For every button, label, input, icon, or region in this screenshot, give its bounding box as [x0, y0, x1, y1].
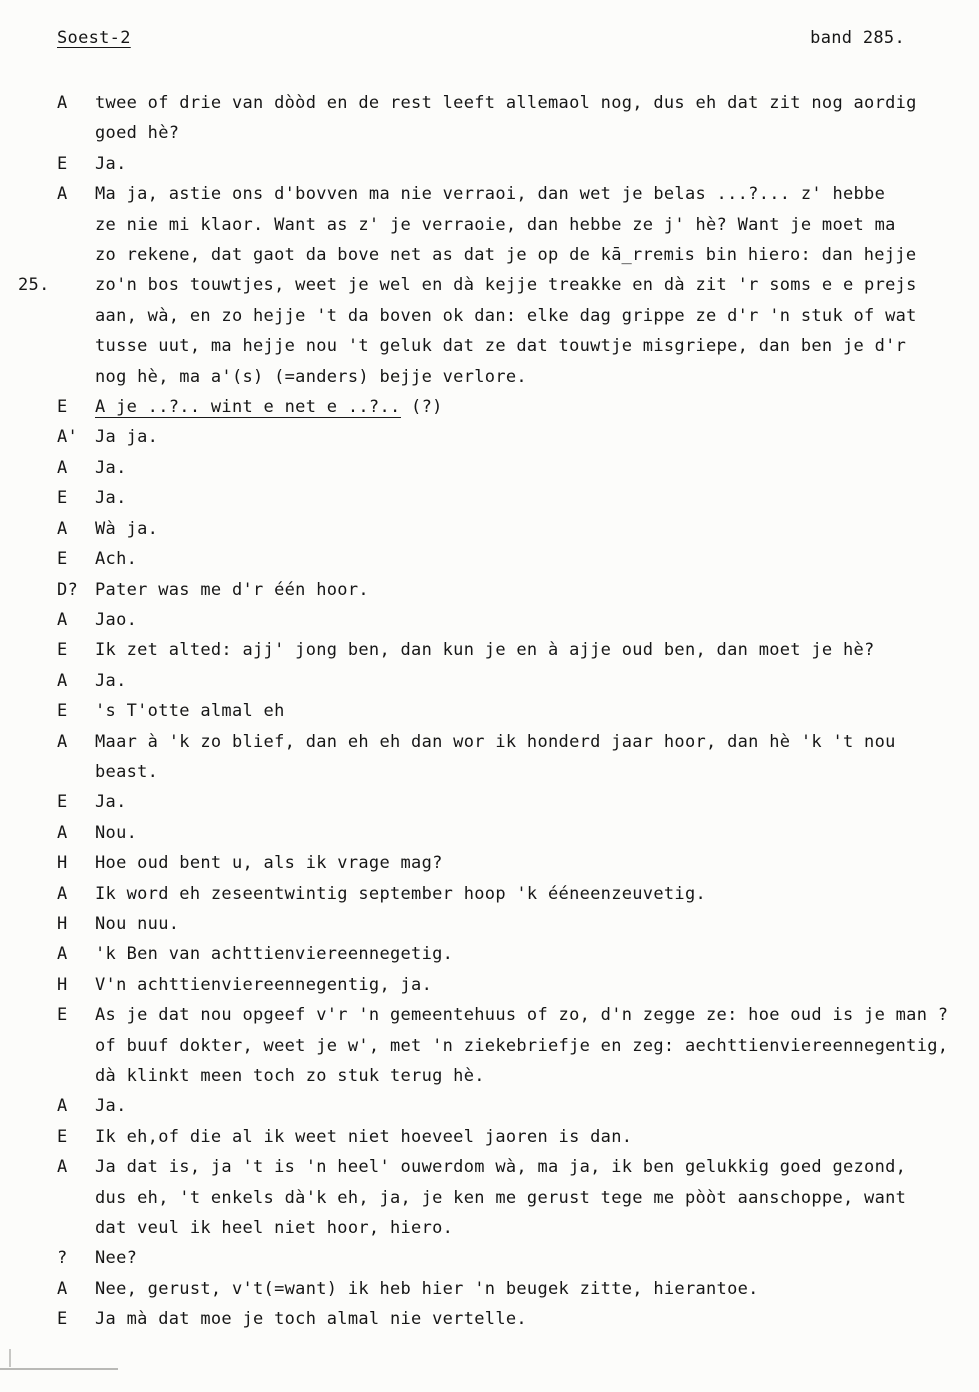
line-text: Ik word eh zeseentwintig september hoop 'k ééneenzeuvetig. — [95, 883, 707, 904]
line-text: dà klinkt meen toch zo stuk terug hè. — [95, 1066, 485, 1086]
line-text: ze nie mi klaor. Want as z' je verraoie, dan hebbe ze j' hè? Want je moet ma — [95, 214, 896, 235]
speaker-label — [57, 362, 95, 392]
transcript-line — [0, 727, 979, 757]
line-text: Nee? — [95, 1248, 138, 1269]
line-text: Ik zet alted: ajj' jong ben, dan kun je en à ajje oud ben, dan moet je hè? — [95, 640, 875, 661]
speaker-label: A — [57, 1157, 68, 1178]
speaker-label: H — [57, 974, 68, 995]
margin-number — [0, 635, 57, 665]
speaker-label: A — [57, 731, 68, 752]
margin-number — [0, 1122, 57, 1152]
line-text: Ja ja. — [95, 427, 159, 448]
margin-number: 25. — [18, 275, 50, 296]
speaker-label — [57, 1183, 95, 1213]
transcript-line — [0, 210, 979, 240]
speaker-label — [57, 331, 95, 361]
scan-artifact-tick — [9, 1349, 11, 1367]
line-text: V'n achttienviereennegentig, ja. — [95, 974, 433, 995]
line-text: Ja mà dat moe je toch almal nie vertelle. — [95, 1309, 527, 1330]
line-text — [95, 392, 979, 422]
margin-number — [0, 666, 57, 696]
transcript-line — [0, 118, 979, 148]
margin-number — [0, 453, 57, 483]
margin-number — [0, 149, 57, 179]
transcript-line — [0, 909, 979, 939]
line-text: Nou nuu. — [95, 913, 180, 934]
line-text: dat veul ik heel niet hoor, hiero. — [95, 1218, 454, 1239]
speaker-label: A — [57, 457, 68, 478]
speaker-label: E — [57, 640, 68, 661]
transcript-line — [0, 575, 979, 605]
transcript-line — [0, 331, 979, 361]
line-text: Ma ja, astie ons d'bovven ma nie verraoi, dan wet je belas ...?... z' hebbe — [95, 184, 886, 205]
line-text: 's T'otte almal eh — [95, 701, 285, 722]
transcript-line — [0, 453, 979, 483]
speaker-label: A — [57, 184, 68, 205]
margin-number — [0, 848, 57, 878]
speaker-label: ? — [57, 1248, 68, 1269]
margin-number — [0, 331, 57, 361]
transcript-line — [0, 422, 979, 452]
speaker-label — [57, 757, 95, 787]
transcript-line — [0, 1152, 979, 1182]
margin-number — [0, 970, 57, 1000]
margin-number — [0, 88, 57, 118]
transcript-line — [0, 179, 979, 209]
transcript-line — [0, 1183, 979, 1213]
speaker-label: A — [57, 1278, 68, 1299]
transcript-line — [0, 787, 979, 817]
line-text: Pater was me d'r één hoor. — [95, 579, 369, 600]
line-text: Wà ja. — [95, 518, 159, 539]
line-text: 'k Ben van achttienviereennegetig. — [95, 944, 454, 965]
speaker-label: E — [57, 488, 68, 509]
margin-number — [0, 696, 57, 726]
margin-number — [0, 1243, 57, 1273]
margin-number — [0, 1061, 57, 1091]
margin-number — [0, 210, 57, 240]
margin-number — [0, 1152, 57, 1182]
speaker-label: E — [57, 792, 68, 813]
transcript-line — [0, 149, 979, 179]
speaker-label: H — [57, 913, 68, 934]
margin-number — [0, 392, 57, 422]
speaker-label: A — [57, 1096, 68, 1117]
speaker-label: E — [57, 1126, 68, 1147]
speaker-label — [57, 210, 95, 240]
transcript-line — [0, 240, 979, 270]
speaker-label — [57, 240, 95, 270]
speaker-label: E — [57, 397, 68, 418]
speaker-label — [57, 1213, 95, 1243]
line-text: tusse uut, ma hejje nou 't geluk dat ze dat touwtje misgriepe, dan ben je d'r — [95, 336, 907, 357]
margin-number — [0, 727, 57, 757]
margin-number — [0, 939, 57, 969]
transcript-line — [0, 514, 979, 544]
transcript-line — [0, 1274, 979, 1304]
scan-artifact-line — [0, 1368, 118, 1370]
line-text: Nou. — [95, 822, 138, 843]
transcript — [0, 88, 979, 1335]
line-text: Ik eh,of die al ik weet niet hoeveel jaoren is dan. — [95, 1126, 633, 1147]
margin-number — [0, 362, 57, 392]
transcript-line — [0, 757, 979, 787]
underlined-text: A je ..?.. wint e net e ..?.. — [95, 397, 401, 418]
margin-number — [0, 422, 57, 452]
transcript-line — [0, 1031, 979, 1061]
margin-number — [0, 240, 57, 270]
line-text: twee of drie van dòòd en de rest leeft allemaol nog, dus eh dat zit nog aordig — [95, 93, 917, 113]
transcript-line — [0, 270, 979, 300]
transcript-line — [0, 970, 979, 1000]
line-text: Nee, gerust, v't(=want) ik heb hier 'n beugek zitte, hierantoe. — [95, 1278, 759, 1299]
line-text: beast. — [95, 761, 159, 782]
transcript-line — [0, 1122, 979, 1152]
transcript-line — [0, 1213, 979, 1243]
speaker-label: E — [57, 701, 68, 722]
transcript-line — [0, 1061, 979, 1091]
speaker-label: A — [57, 822, 68, 843]
band-label: band 285. — [810, 28, 905, 48]
margin-number — [0, 1183, 57, 1213]
transcript-line — [0, 848, 979, 878]
transcript-line — [0, 483, 979, 513]
line-text: Hoe oud bent u, als ik vrage mag? — [95, 853, 443, 874]
margin-number — [0, 605, 57, 635]
document-title: Soest-2 — [57, 28, 131, 48]
speaker-label: A — [57, 93, 68, 113]
transcript-line — [0, 696, 979, 726]
margin-number — [0, 1091, 57, 1121]
margin-number — [0, 575, 57, 605]
margin-number — [0, 1000, 57, 1030]
margin-number — [0, 1213, 57, 1243]
margin-number — [0, 879, 57, 909]
transcript-line — [0, 879, 979, 909]
speaker-label: E — [57, 153, 68, 174]
transcript-line — [0, 605, 979, 635]
line-text: Ach. — [95, 549, 138, 570]
margin-number — [0, 1031, 57, 1061]
speaker-label: D? — [57, 579, 79, 600]
line-text: nog hè, ma a'(s) (=anders) bejje verlore. — [95, 366, 527, 387]
transcript-line — [0, 818, 979, 848]
line-text: dus eh, 't enkels dà'k eh, ja, je ken me gerust tege me pòòt aanschoppe, want — [95, 1187, 907, 1208]
transcript-line — [0, 392, 979, 422]
line-text-tail: (?) — [400, 397, 443, 418]
margin-number — [0, 818, 57, 848]
margin-number — [0, 787, 57, 817]
transcript-line — [0, 544, 979, 574]
transcript-line — [0, 1243, 979, 1273]
speaker-label — [57, 1031, 95, 1061]
line-text: Maar à 'k zo blief, dan eh eh dan wor ik honderd jaar hoor, dan hè 'k 't nou — [95, 731, 896, 752]
line-text: zo rekene, dat gaot da bove net as dat je op de kā̲rremis bin hiero: dan hejje — [95, 245, 917, 266]
margin-number — [0, 301, 57, 331]
transcript-line — [0, 939, 979, 969]
speaker-label: H — [57, 853, 68, 874]
speaker-label: A — [57, 944, 68, 965]
margin-number — [0, 544, 57, 574]
line-text: Ja dat is, ja 't is 'n heel' ouwerdom wà, ma ja, ik ben gelukkig goed gezond, — [95, 1157, 907, 1178]
margin-number — [0, 909, 57, 939]
speaker-label: A' — [57, 427, 79, 448]
line-text: of buuf dokter, weet je w', met 'n ziekebriefje en zeg: aechttienviereennegentig, — [95, 1035, 949, 1056]
margin-number — [0, 483, 57, 513]
line-text: As je dat nou opgeef v'r 'n gemeentehuus of zo, d'n zegge ze: hoe oud is je man ? — [95, 1005, 949, 1026]
speaker-label: A — [57, 883, 68, 904]
line-text: Ja. — [95, 153, 127, 174]
transcript-line — [0, 301, 979, 331]
speaker-label: A — [57, 609, 68, 630]
line-text: goed hè? — [95, 123, 180, 144]
transcript-line — [0, 1304, 979, 1334]
margin-number — [0, 1304, 57, 1334]
speaker-label — [57, 301, 95, 331]
speaker-label: A — [57, 670, 68, 691]
line-text: Ja. — [95, 670, 127, 691]
line-text: Ja. — [95, 488, 127, 509]
speaker-label — [57, 1061, 95, 1091]
speaker-label — [57, 118, 95, 148]
line-text: zo'n bos touwtjes, weet je wel en dà kejje treakke en dà zit 'r soms e e prejs — [95, 275, 917, 296]
line-text: Ja. — [95, 1096, 127, 1117]
speaker-label: E — [57, 1005, 68, 1026]
line-text: Jao. — [95, 609, 138, 630]
line-text: Ja. — [95, 792, 127, 813]
margin-number — [0, 179, 57, 209]
margin-number — [0, 757, 57, 787]
speaker-label: A — [57, 518, 68, 539]
transcript-line — [0, 1091, 979, 1121]
line-text: Ja. — [95, 457, 127, 478]
speaker-label: E — [57, 1309, 68, 1330]
transcript-line — [0, 635, 979, 665]
transcript-line — [0, 88, 979, 118]
speaker-label — [57, 270, 95, 300]
speaker-label: E — [57, 549, 68, 570]
margin-number — [0, 514, 57, 544]
margin-number — [0, 118, 57, 148]
transcript-line — [0, 666, 979, 696]
line-text: aan, wà, en zo hejje 't da boven ok dan: elke dag grippe ze d'r 'n stuk of wat — [95, 305, 917, 326]
transcript-line — [0, 1000, 979, 1030]
transcript-line — [0, 362, 979, 392]
margin-number — [0, 1274, 57, 1304]
